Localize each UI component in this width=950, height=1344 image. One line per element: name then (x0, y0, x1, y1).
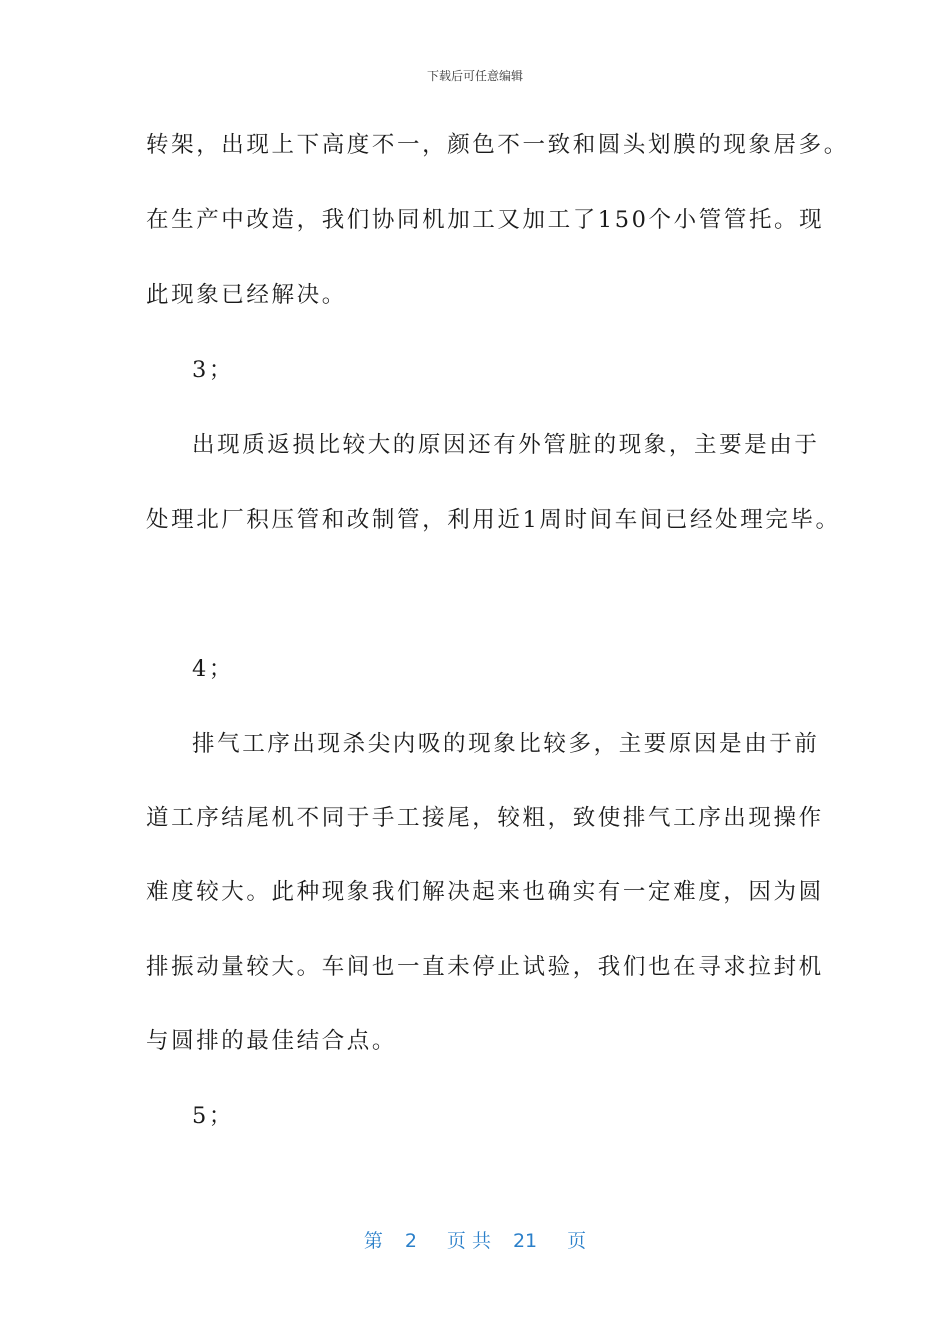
body-line-10: 难度较大。此种现象我们解决起来也确实有一定难度，因为圆 (146, 879, 824, 905)
body-line-8: 排气工序出现杀尖内吸的现象比较多，主要原因是由于前 (192, 731, 820, 757)
body-line-12: 与圆排的最佳结合点。 (146, 1028, 398, 1054)
body-line-11: 排振动量较大。车间也一直未停止试验，我们也在寻求拉封机 (146, 954, 824, 980)
section-number-3: 3； (192, 357, 235, 383)
body-line-9: 道工序结尾机不同于手工接尾，较粗，致使排气工序出现操作 (146, 805, 824, 831)
section-number-5: 5； (192, 1103, 235, 1129)
footer-current-page: 2 (404, 1230, 417, 1252)
body-line-6: 处理北厂积压管和改制管，利用近1周时间车间已经处理完毕。 (146, 507, 841, 533)
body-line-2: 在生产中改造，我们协同机加工又加工了150个小管管托。现 (146, 207, 825, 233)
body-line-1: 转架，出现上下高度不一，颜色不一致和圆头划膜的现象居多。 (146, 132, 849, 158)
footer-total-pages: 21 (512, 1230, 538, 1252)
section-number-4: 4； (192, 656, 235, 682)
footer-prefix: 第 (363, 1230, 383, 1252)
page-footer (0, 1226, 950, 1253)
page-header: 下载后可任意编辑 (426, 69, 523, 83)
footer-middle: 页 共 (446, 1230, 491, 1252)
footer-suffix: 页 (567, 1230, 587, 1252)
body-line-3: 此现象已经解决。 (146, 282, 347, 308)
body-line-5: 出现质返损比较大的原因还有外管脏的现象，主要是由于 (192, 432, 820, 458)
